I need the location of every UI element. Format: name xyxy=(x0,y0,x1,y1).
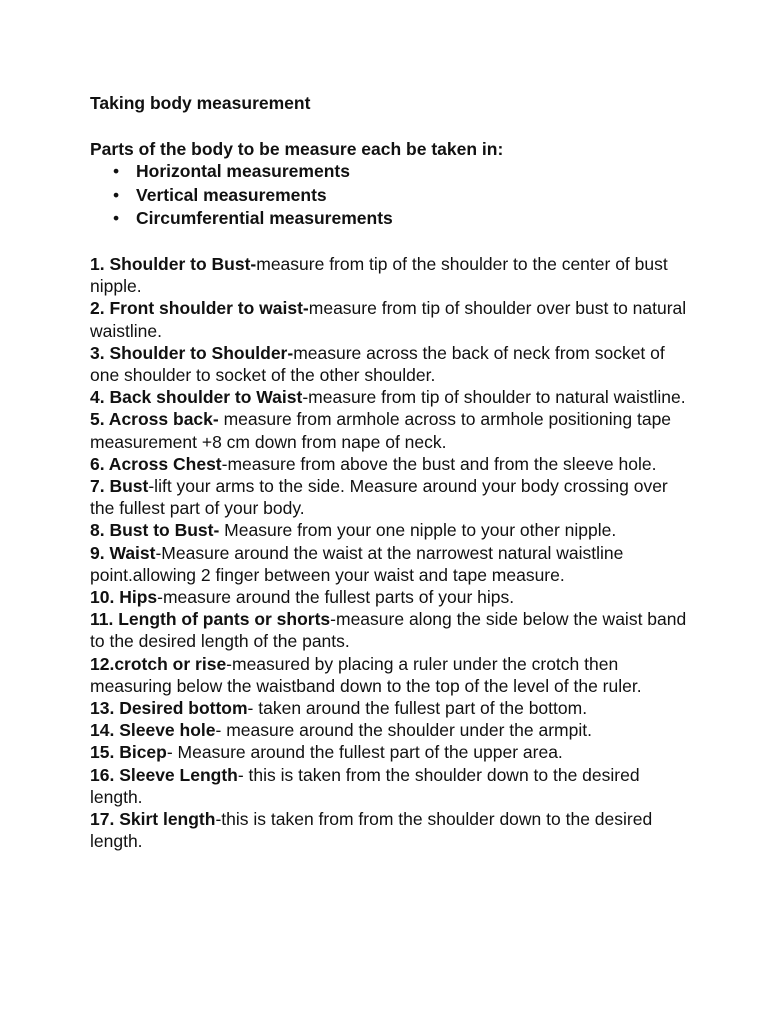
list-item xyxy=(90,519,690,541)
item-description: - Measure around the fullest part of the upper area. xyxy=(166,742,563,763)
item-term: 6. Across Chest xyxy=(90,453,222,474)
item-term: 2. Front shoulder to waist- xyxy=(90,298,309,319)
document-body xyxy=(90,92,690,852)
list-item xyxy=(90,653,690,697)
item-term: 17. Skirt length xyxy=(90,808,216,829)
list-item: • Vertical measurements xyxy=(90,184,690,208)
measurement-steps-list xyxy=(90,253,690,852)
item-term: 4. Back shoulder to Waist xyxy=(90,387,303,408)
list-item xyxy=(90,741,690,763)
list-item xyxy=(90,453,690,475)
list-item xyxy=(90,386,690,408)
item-description: - taken around the fullest part of the bottom. xyxy=(247,697,588,718)
document-title: Taking body measurement xyxy=(90,93,311,113)
item-description: Measure from your one nipple to your other nipple. xyxy=(219,520,617,541)
list-item xyxy=(90,408,690,452)
measurement-types-list xyxy=(90,160,690,231)
item-term: 11. Length of pants or shorts xyxy=(90,609,331,630)
list-item xyxy=(90,475,690,519)
item-description: -measured by placing a ruler under the crotch then measuring below the waistband down to the top of the level of the ruler. xyxy=(90,653,642,696)
list-item xyxy=(90,808,690,852)
item-description: -measure around the fullest parts of your hips. xyxy=(157,586,515,607)
document-subtitle: Parts of the body to be measure each be taken in: xyxy=(90,139,504,160)
list-item xyxy=(90,586,690,608)
item-term: 13. Desired bottom xyxy=(90,697,248,718)
list-item xyxy=(90,342,690,386)
list-item xyxy=(90,719,690,741)
item-term: 1. Shoulder to Bust- xyxy=(90,253,257,274)
item-term: 3. Shoulder to Shoulder- xyxy=(90,342,294,363)
item-description: - this is taken from the shoulder down to the desired length. xyxy=(90,764,640,807)
item-term: 10. Hips xyxy=(90,586,158,607)
list-item xyxy=(90,542,690,586)
item-term: 8. Bust to Bust- xyxy=(90,520,220,541)
list-item xyxy=(90,297,690,341)
list-item xyxy=(90,764,690,808)
item-description: - measure around the shoulder under the armpit. xyxy=(215,720,592,741)
item-term: 7. Bust xyxy=(90,475,149,496)
item-term: 5. Across back- xyxy=(90,409,219,430)
list-item: • Circumferential measurements xyxy=(90,207,690,231)
item-description: measure from tip of shoulder over bust to natural waistline. xyxy=(90,298,687,341)
item-description: measure across the back of neck from socket of one shoulder to socket of the other shoulder. xyxy=(90,342,665,385)
item-description: -measure from tip of shoulder to natural waistline. xyxy=(302,387,686,408)
item-description: -this is taken from from the shoulder down to the desired length. xyxy=(90,808,653,852)
item-term: 14. Sleeve hole xyxy=(90,720,216,741)
item-description: -measure from above the bust and from the sleeve hole. xyxy=(221,453,657,474)
item-description: -measure along the side below the waist band to the desired length of the pants. xyxy=(90,609,687,652)
list-item: • Horizontal measurements xyxy=(90,160,690,184)
item-description: measure from tip of the shoulder to the center of bust nipple. xyxy=(90,253,668,297)
item-description: measure from armhole across to armhole positioning tape measurement +8 cm down from nape of neck. xyxy=(90,409,672,452)
list-item xyxy=(90,608,690,652)
item-description: -lift your arms to the side. Measure around your body crossing over the fullest part of your body. xyxy=(90,475,668,519)
list-item xyxy=(90,697,690,719)
item-term: 15. Bicep xyxy=(90,742,167,763)
list-item xyxy=(90,253,690,297)
item-description: -Measure around the waist at the narrowest natural waistline point.allowing 2 finger between your waist and tape measure. xyxy=(90,542,624,585)
item-term: 16. Sleeve Length xyxy=(90,764,238,785)
item-term: 9. Waist xyxy=(90,542,156,563)
item-term: 12.crotch or rise xyxy=(90,653,227,674)
